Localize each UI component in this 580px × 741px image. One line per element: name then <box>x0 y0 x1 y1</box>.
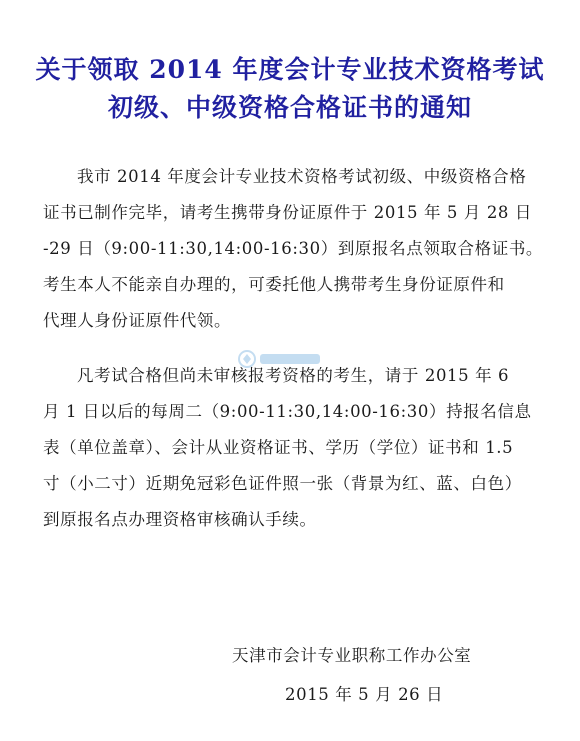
paragraph-2-line-4: 寸（小二寸）近期免冠彩色证件照一张（背景为红、蓝、白色） <box>43 474 522 493</box>
paragraph-2-line-2: 月 1 日以后的每周二（9:00-11:30,14:00-16:30）持报名信息 <box>43 402 532 421</box>
paragraph-1-line-3: -29 日（9:00-11:30,14:00-16:30）到原报名点领取合格证书。 <box>43 239 544 258</box>
notice-title-line-2: 初级、中级资格合格证书的通知 <box>107 93 472 122</box>
paragraph-1-line-4: 考生本人不能亲自办理的，可委托他人携带考生身份证原件和 <box>43 275 505 294</box>
paragraph-2-line-5: 到原报名点办理资格审核确认手续。 <box>43 510 317 529</box>
paragraph-2-line-1: 凡考试合格但尚未审核报考资格的考生，请于 2015 年 6 <box>77 366 510 385</box>
issue-date: 2015 年 5 月 26 日 <box>285 685 444 704</box>
paragraph-1-line-1: 我市 2014 年度会计专业技术资格考试初级、中级资格合格 <box>77 167 527 186</box>
paragraph-2-line-3: 表（单位盖章）、会计从业资格证书、学历（学位）证书和 1.5 <box>43 438 514 457</box>
paragraph-1-line-5: 代理人身份证原件代领。 <box>43 311 232 330</box>
issuer-name: 天津市会计专业职称工作办公室 <box>232 646 472 665</box>
notice-title-line-1: 关于领取 2014 年度会计专业技术资格考试 <box>35 55 545 84</box>
paragraph-1-line-2: 证书已制作完毕，请考生携带身份证原件于 2015 年 5 月 28 日 <box>43 203 532 222</box>
